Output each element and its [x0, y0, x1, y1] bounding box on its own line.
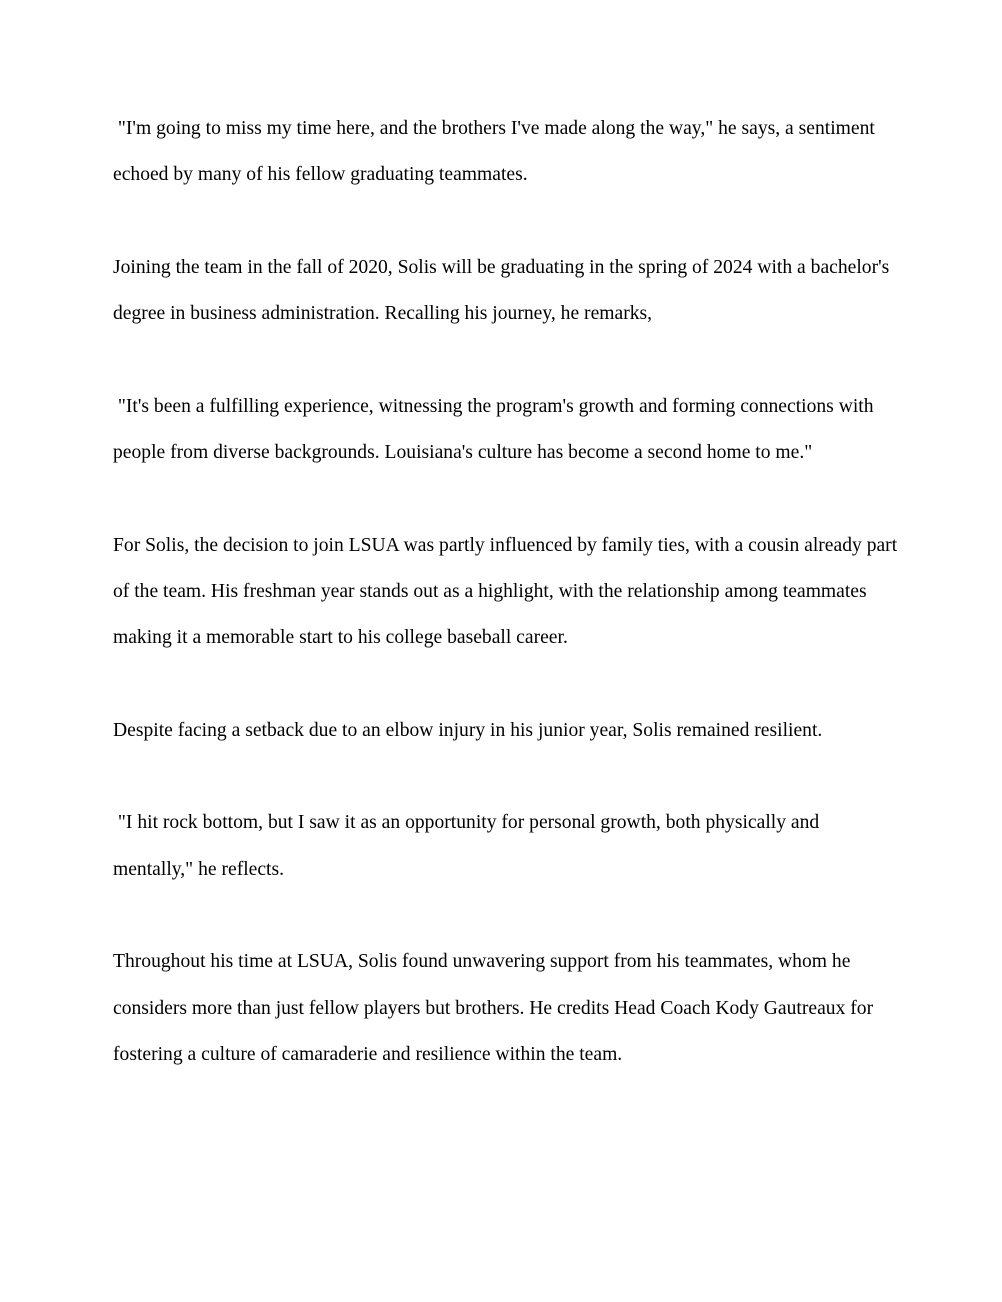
paragraph-decision-join-lsua: For Solis, the decision to join LSUA was partly influenced by family ties, with a cousin already part of the team. His freshman year stands out as a highlight, with the relationship among teammates making it a memorable start to his college baseball career. [113, 534, 903, 649]
article-body [113, 106, 903, 1125]
paragraph-quote-missing-time: "I'm going to miss my time here, and the brothers I've made along the way," he says, a sentiment echoed by many of his fellow graduating teammates. [113, 118, 880, 186]
paragraph-joining-team: Joining the team in the fall of 2020, Solis will be graduating in the spring of 2024 with a bachelor's degree in business administration. Recalling his journey, he remarks, [113, 256, 895, 325]
paragraph-quote-rock-bottom: "I hit rock bottom, but I saw it as an opportunity for personal growth, both physically and mentally," he reflects. [113, 812, 825, 880]
paragraph-elbow-injury: Despite facing a setback due to an elbow injury in his junior year, Solis remained resilient. [113, 719, 823, 741]
paragraph-quote-fulfilling-experience: "It's been a fulfilling experience, witnessing the program's growth and forming connections with people from diverse backgrounds. Louisiana's culture has become a second home to me." [113, 395, 879, 464]
paragraph-team-support: Throughout his time at LSUA, Solis found unwavering support from his teammates, whom he considers more than just fellow players but brothers. He credits Head Coach Kody Gautreaux for fostering a culture of camaraderie and resilience within the team. [113, 951, 879, 1065]
